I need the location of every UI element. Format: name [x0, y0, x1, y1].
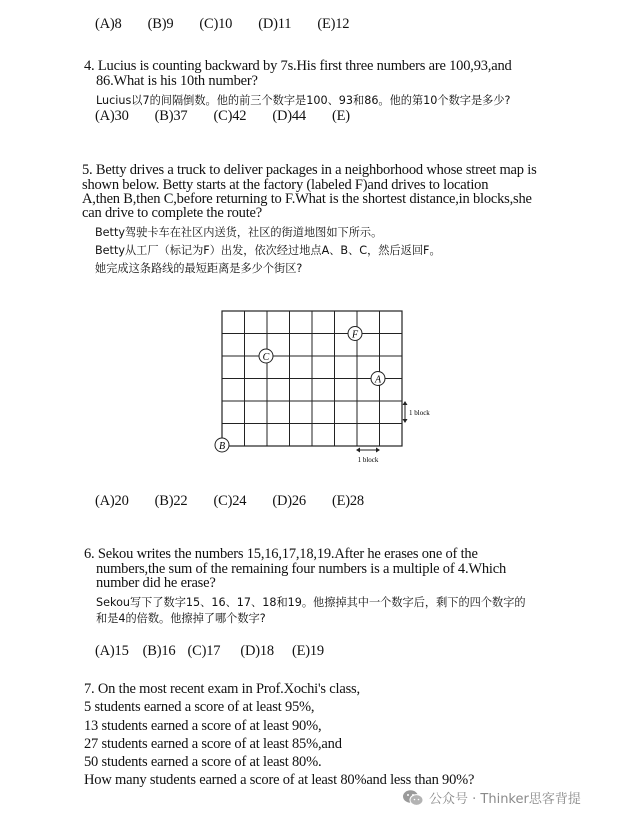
- q5-chinese-1: Betty驾驶卡车在社区内送货，社区的街道地图如下所示。: [95, 226, 383, 239]
- q5-choice-c: (C)24: [213, 493, 247, 509]
- q5-chinese-2: Betty从工厂（标记为F）出发，依次经过地点A、B、C，然后返回F。: [95, 244, 441, 257]
- q6-line-1: 6. Sekou writes the numbers 15,16,17,18,19.After he erases one of the: [84, 546, 478, 562]
- q7-line-2: 5 students earned a score of at least 95%,: [84, 699, 315, 715]
- q6-chinese-2: 和是4的倍数。他擦掉了哪个数字?: [96, 612, 266, 625]
- horizontal-scale-arrow: [356, 448, 380, 453]
- location-f-label: F: [351, 329, 359, 341]
- horizontal-scale-label: 1 block: [357, 456, 379, 464]
- q5-line-1: 5. Betty drives a truck to deliver packages in a neighborhood whose street map is: [82, 162, 537, 178]
- wechat-icon: [402, 789, 424, 807]
- location-b-label: B: [218, 441, 226, 452]
- q3-choice-b: (B)9: [147, 16, 174, 32]
- q5-choice-a: (A)20: [95, 493, 129, 509]
- watermark-text: 公众号 · Thinker思客背提: [429, 792, 581, 807]
- location-f-marker: [348, 327, 362, 341]
- q5-choice-d: (D)26: [272, 493, 306, 509]
- location-a-marker: [371, 372, 385, 386]
- q7-line-6: How many students earned a score of at least 80%and less than 90%?: [84, 772, 475, 788]
- q6-choice-b: (B)16: [142, 643, 176, 659]
- q5-line-2: shown below. Betty starts at the factory (labeled F)and drives to location: [82, 177, 489, 193]
- q6-choice-a: (A)15: [95, 643, 129, 659]
- q5-choices: [95, 493, 364, 510]
- vertical-scale-arrow: [403, 401, 408, 423]
- q4-choices: [95, 108, 350, 125]
- q4-line-1: 4. Lucius is counting backward by 7s.His first three numbers are 100,93,and: [84, 58, 512, 74]
- q5-choice-e: (E)28: [331, 493, 364, 509]
- q5-line-3: A,then B,then C,before returning to F.What is the shortest distance,in blocks,she: [82, 191, 532, 207]
- q6-line-2: numbers,the sum of the remaining four numbers is a multiple of 4.Which: [96, 561, 507, 577]
- q6-choice-d: (D)18: [240, 643, 274, 659]
- q4-choice-b: (B)37: [154, 108, 188, 124]
- q6-choice-c: (C)17: [187, 643, 221, 659]
- q4-line-2: 86.What is his 10th number?: [96, 73, 258, 89]
- q7-line-4: 27 students earned a score of at least 85%,and: [84, 736, 342, 752]
- vertical-scale-label: 1 block: [409, 409, 430, 417]
- q6-chinese-1: Sekou写下了数字15、16、17、18和19。他擦掉其中一个数字后，剩下的四个数字的: [96, 596, 526, 609]
- q3-choice-a: (A)8: [95, 16, 122, 32]
- q4-choice-e: (E): [331, 108, 350, 124]
- q4-chinese: Lucius以7的间隔倒数。他的前三个数字是100、93和86。他的第10个数字是多少?: [96, 94, 511, 107]
- q6-line-3: number did he erase?: [96, 575, 216, 591]
- q6-choice-e: (E)19: [291, 643, 324, 659]
- q7-line-1: 7. On the most recent exam in Prof.Xochi's class,: [84, 681, 360, 697]
- location-c-label: C: [262, 352, 270, 363]
- q6-choices: [95, 643, 324, 660]
- q3-choice-d: (D)11: [258, 16, 292, 32]
- watermark: [402, 788, 581, 807]
- q3-choice-e: (E)12: [317, 16, 350, 32]
- q4-choice-c: (C)42: [213, 108, 247, 124]
- q4-choice-d: (D)44: [272, 108, 306, 124]
- q5-choice-b: (B)22: [154, 493, 188, 509]
- location-b-marker: [215, 438, 229, 452]
- q7-line-3: 13 students earned a score of at least 90%,: [84, 718, 322, 734]
- q5-chinese-3: 她完成这条路线的最短距离是多少个街区?: [95, 262, 303, 275]
- street-map: [200, 300, 450, 470]
- location-c-marker: [259, 349, 273, 363]
- q5-line-4: can drive to complete the route?: [82, 205, 263, 221]
- q4-choice-a: (A)30: [95, 108, 129, 124]
- q3-choices: [95, 16, 349, 33]
- q3-choice-c: (C)10: [199, 16, 233, 32]
- location-a-label: A: [374, 374, 382, 386]
- q7-line-5: 50 students earned a score of at least 80%.: [84, 754, 322, 770]
